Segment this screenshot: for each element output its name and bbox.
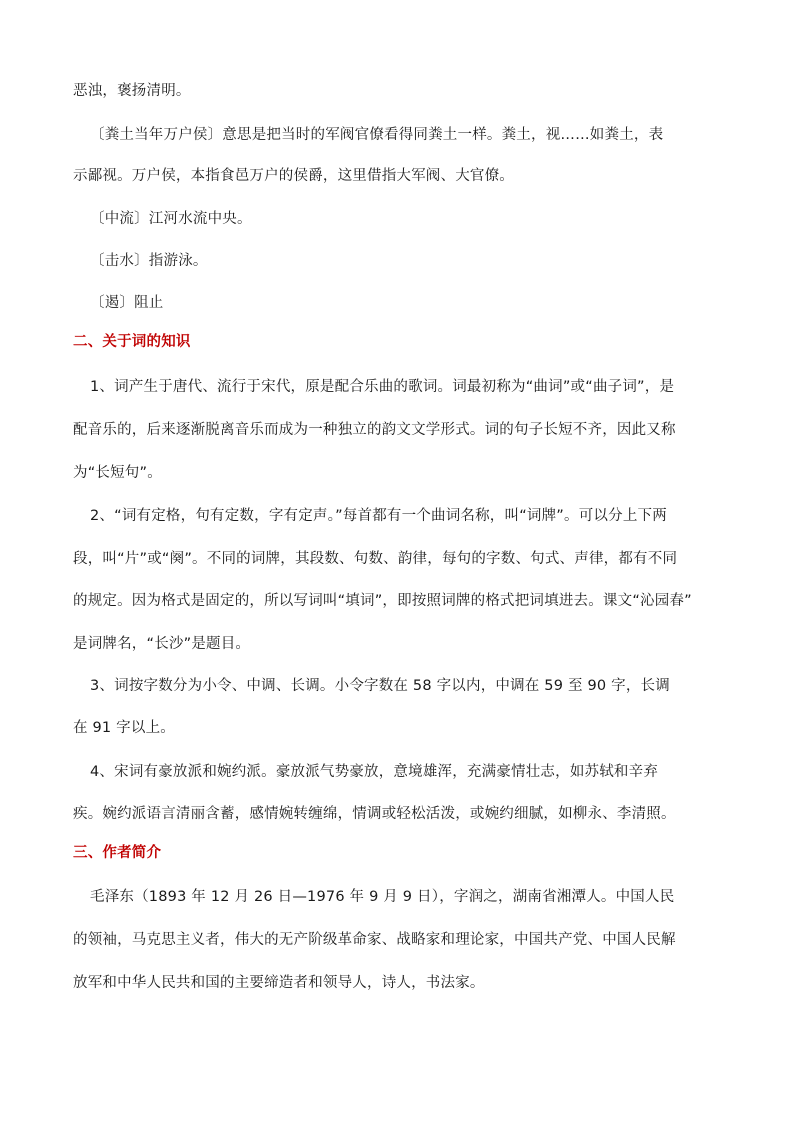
paragraph-3-line: 3、词按字数分为小令、中调、长调。小令字数在 58 字以内，中调在 59 至 90 字，长调 [90,678,670,694]
annotation-e: 〔遏〕阻止 [90,295,164,311]
paragraph-2-line: 是词牌名，“长沙”是题目。 [73,636,251,652]
section-heading-ci-knowledge: 二、关于词的知识 [73,334,191,350]
paragraph-4-line: 4、宋词有豪放派和婉约派。豪放派气势豪放，意境雄浑，充满豪情壮志，如苏轼和辛弃 [90,764,659,780]
annotation-zhongliu: 〔中流〕江河水流中央。 [90,211,252,227]
paragraph-2-line: 的规定。因为格式是固定的，所以写词叫“填词”，即按照词牌的格式把词填进去。课文“沁园春” [73,593,692,609]
text-line: 恶浊，褒扬清明。 [73,83,191,99]
paragraph-3-line: 在 91 字以上。 [73,720,175,736]
paragraph-1-line: 配音乐的，后来逐渐脱离音乐而成为一种独立的韵文文学形式。词的句子长短不齐，因此又称 [73,422,676,438]
section-heading-author: 三、作者简介 [73,845,162,861]
annotation-fentu: 〔粪土当年万户侯〕意思是把当时的军阀官僚看得同粪土一样。粪土，视……如粪土，表 [90,127,664,143]
paragraph-1-line: 为“长短句”。 [73,465,162,481]
paragraph-2-line: 2、“词有定格，句有定数，字有定声。”每首都有一个曲词名称，叫“词牌”。可以分上下两 [90,508,667,524]
paragraph-2-line: 段，叫“片”或“阕”。不同的词牌，其段数、句数、韵律，每句的字数、句式、声律，都有不同 [73,551,678,567]
paragraph-4-line: 疾。婉约派语言清丽含蓄，感情婉转缠绵，情调或轻松活泼，或婉约细腻，如柳永、李清照。 [73,806,676,822]
author-bio-line: 毛泽东（1893 年 12 月 26 日—1976 年 9 月 9 日），字润之，湖南省湘潭人。中国人民 [90,889,675,905]
paragraph-1-line: 1、词产生于唐代、流行于宋代，原是配合乐曲的歌词。词最初称为“曲词”或“曲子词”，是 [90,379,675,395]
text-line: 示鄙视。万户侯，本指食邑万户的侯爵，这里借指大军阀、大官僚。 [73,168,514,184]
author-bio-line: 的领袖，马克思主义者，伟大的无产阶级革命家、战略家和理论家，中国共产党、中国人民解 [73,932,676,948]
annotation-jishui: 〔击水〕指游泳。 [90,253,208,269]
author-bio-line: 放军和中华人民共和国的主要缔造者和领导人，诗人，书法家。 [73,975,485,991]
